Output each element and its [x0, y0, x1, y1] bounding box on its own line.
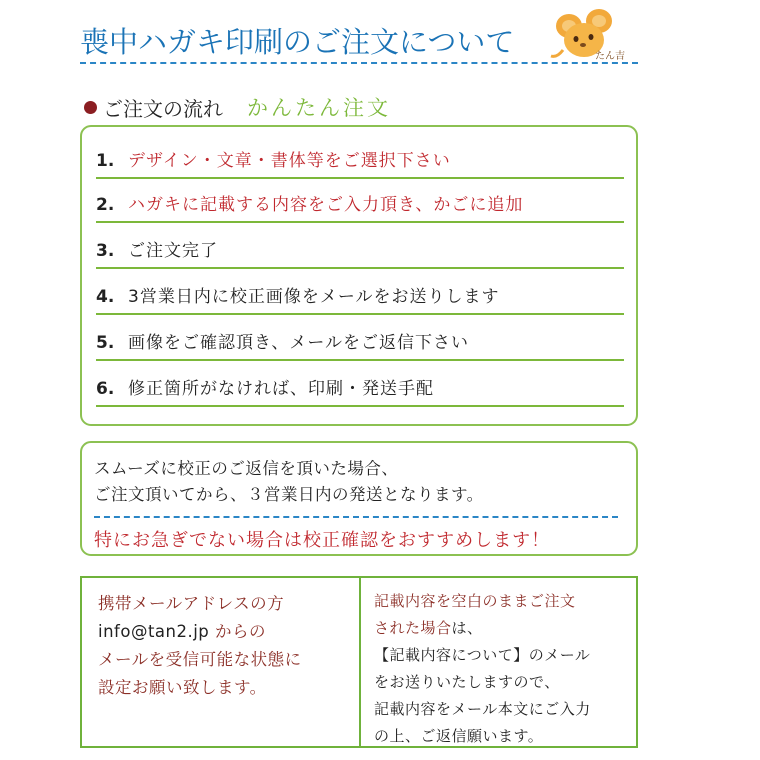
step-number: 6.: [96, 379, 115, 399]
step-number: 1.: [96, 151, 115, 171]
note-line: [98, 618, 302, 646]
note-line: 携帯メールアドレスの方: [98, 594, 285, 613]
blank-content-note: [374, 588, 591, 750]
mobile-email-note: [98, 590, 302, 702]
flow-subtitle: かんたん注文: [247, 96, 391, 120]
order-steps-panel: [80, 125, 638, 426]
note-line: をお送りいたしますので、: [374, 673, 560, 691]
notice-divider: [94, 516, 618, 518]
step-item: [96, 135, 624, 179]
step-number: 2.: [96, 195, 115, 215]
note-fragment: された場合: [374, 619, 452, 637]
step-item: [96, 225, 624, 269]
note-line: 記載内容を空白のままご注文: [374, 592, 576, 610]
flow-title: ご注文の流れ: [103, 96, 223, 121]
step-text: 画像をご確認頂き、メールをご返信下さい: [128, 333, 469, 353]
info-table: [80, 576, 638, 748]
flow-heading: [84, 92, 391, 122]
step-item: [96, 363, 624, 407]
email-suffix: からの: [209, 622, 267, 641]
step-text: 修正箇所がなければ、印刷・発送手配: [128, 379, 434, 399]
page-title: 喪中ハガキ印刷のご注文について: [80, 25, 515, 59]
contact-email: info@tan2.jp: [98, 622, 210, 641]
shipping-notice-panel: [80, 441, 638, 556]
bullet-dot-icon: [84, 101, 97, 114]
column-divider: [359, 578, 361, 746]
step-number: 3.: [96, 241, 115, 261]
step-item: [96, 317, 624, 361]
step-text: デザイン・文章・書体等をご選択下さい: [128, 151, 451, 171]
step-text: ご注文完了: [128, 241, 218, 261]
note-fragment: は、: [451, 619, 483, 637]
step-text: 3営業日内に校正画像をメールをお送りします: [128, 287, 500, 307]
notice-text: [94, 456, 484, 508]
note-line: の上、ご返信願います。: [374, 727, 544, 745]
note-line: 設定お願い致します。: [98, 678, 267, 697]
step-item: [96, 179, 624, 223]
step-item: [96, 271, 624, 315]
notice-emphasis: 特にお急ぎでない場合は校正確認をおすすめします！: [94, 530, 551, 551]
note-line: 記載内容をメール本文にご入力: [374, 700, 591, 718]
step-text: ハガキに記載する内容をご入力頂き、かごに追加: [128, 195, 524, 215]
note-line: メールを受信可能な状態に: [98, 650, 302, 669]
note-line: 【記載内容について】のメール: [374, 646, 591, 664]
notice-line: ご注文頂いてから、３営業日内の発送となります。: [94, 485, 484, 504]
notice-line: スムーズに校正のご返信を頂いた場合、: [94, 459, 399, 478]
mascot-label: たん吉: [595, 51, 625, 62]
note-line: [374, 615, 591, 642]
step-number: 4.: [96, 287, 115, 307]
step-number: 5.: [96, 333, 115, 353]
